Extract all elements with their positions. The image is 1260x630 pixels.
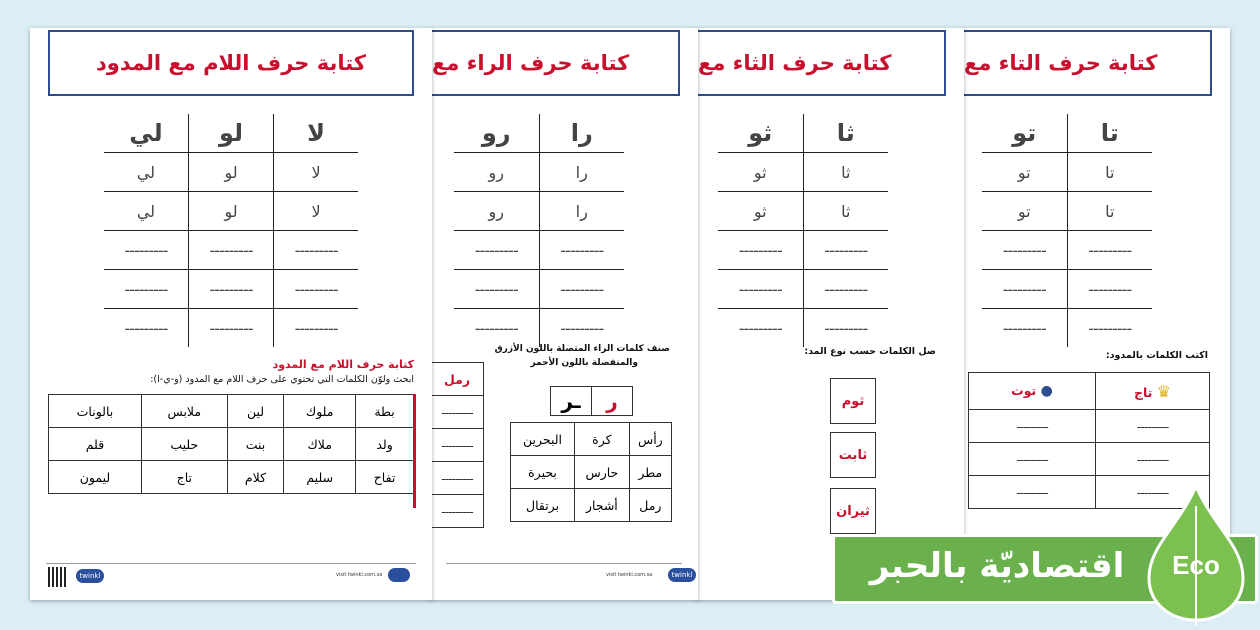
berry-icon: ● (1040, 383, 1053, 399)
grid-header: ثو (718, 114, 803, 153)
grid-header: ثا (803, 114, 888, 153)
word-cell: كلام (227, 461, 284, 494)
site-url: visit twinkl.com.sa (336, 572, 383, 578)
task-instruction: اكتب الكلمات بالمدود: (1105, 350, 1208, 361)
writing-grid (454, 114, 624, 347)
dash-cell: --------- (824, 318, 868, 338)
sort-words-table (510, 422, 672, 522)
trace-cell: تا (1067, 153, 1152, 192)
word-cell: بالونات (49, 395, 142, 428)
dash-cell: --------- (969, 443, 1096, 476)
word-cell: بنت (227, 428, 284, 461)
dash-cell: --------- (718, 270, 803, 309)
dash-cell: --------- (803, 270, 888, 309)
dash-cell: --------- (969, 410, 1096, 443)
dash-cell: --------- (188, 270, 273, 309)
word-cell: برتقال (511, 489, 575, 522)
dash-cell: --------- (431, 396, 484, 429)
writing-grid (982, 114, 1152, 347)
worksheet-title: كتابة حرف التاء مع (962, 30, 1212, 96)
dash-cell: --------- (431, 462, 484, 495)
dash-cell: --------- (454, 270, 539, 309)
worksheet-laam (30, 28, 432, 600)
dash-cell: --------- (718, 231, 803, 270)
trace-cell: ثا (803, 153, 888, 192)
dash-cell: --------- (803, 231, 888, 270)
eco-leaf-icon (1143, 486, 1249, 626)
page-footer (446, 563, 693, 586)
trace-cell: ثا (803, 192, 888, 231)
word-cell: تاج (141, 461, 227, 494)
task-instruction: ابحث ولوّن الكلمات التي تحتوي على حرف اللام مع المدود (و-ي-ا): (150, 374, 414, 385)
trace-cell: لا (274, 153, 358, 192)
dash-cell: --------- (718, 309, 803, 348)
dash-cell: --------- (188, 309, 273, 348)
grid-header: را (539, 114, 624, 153)
dash-cell: --------- (188, 231, 273, 270)
word-cell: سليم (284, 461, 356, 494)
trace-cell: ثو (718, 192, 803, 231)
eco-label: Eco (1172, 550, 1220, 580)
dash-cell: --------- (274, 231, 358, 270)
dash-cell: --------- (1067, 270, 1152, 309)
word-cell: بحيرة (511, 456, 575, 489)
word-cell: رمل (629, 489, 671, 522)
word-cell: البحرين (511, 423, 575, 456)
grid-header: لو (188, 114, 273, 153)
grid-header: لي (104, 114, 188, 153)
crown-icon: ♛ (1156, 381, 1172, 401)
twinkl-logo: twinkl (668, 568, 696, 582)
trace-cell: لا (274, 192, 358, 231)
dash-cell: --------- (431, 429, 484, 462)
task-instruction: صنف كلمات الراء المتصلة باللون الأزرق (494, 344, 670, 354)
picture-word: تاج (1133, 384, 1153, 400)
twinkl-logo: twinkl (76, 569, 104, 583)
dash-cell: --------- (539, 270, 624, 309)
dash-cell: --------- (1088, 318, 1132, 338)
dash-cell: --------- (1096, 410, 1210, 443)
worksheet-title: كتابة حرف اللام مع المدود (48, 30, 414, 96)
dash-cell: --------- (1096, 476, 1210, 509)
worksheet-thaa (696, 28, 964, 600)
trace-cell: تو (982, 192, 1067, 231)
grid-header: لا (274, 114, 358, 153)
site-url: visit twinkl.com.sa (606, 572, 653, 578)
grid-header: رو (454, 114, 539, 153)
worksheet-title: كتابة حرف الثاء مع (696, 30, 946, 96)
word-cell: ولد (356, 428, 414, 461)
dash-cell: --------- (431, 495, 484, 528)
dash-cell: --------- (294, 318, 338, 338)
letter-forms (550, 386, 633, 416)
writing-grid (104, 114, 358, 347)
trace-cell: لو (188, 153, 273, 192)
word-cell: ملوك (284, 395, 356, 428)
trace-cell: را (539, 192, 624, 231)
dash-cell: --------- (274, 270, 358, 309)
letter-form: ـر (551, 387, 592, 416)
grid-header: تو (982, 114, 1067, 153)
task-instruction: والمنفصلة باللون الأحمر (530, 358, 638, 368)
match-box: ثابت (830, 432, 876, 478)
side-header: رمل (431, 363, 484, 396)
word-cell: حارس (575, 456, 630, 489)
word-cell: أشجار (575, 489, 630, 522)
qr-code-icon (48, 567, 68, 587)
dash-cell: --------- (982, 309, 1067, 348)
writing-grid (718, 114, 888, 347)
trace-cell: لي (104, 192, 188, 231)
grid-header: تا (1067, 114, 1152, 153)
match-box: ثيران (830, 488, 876, 534)
dash-cell: --------- (969, 476, 1096, 509)
word-cell: ملابس (141, 395, 227, 428)
task-title: كتابة حرف اللام مع المدود (272, 358, 414, 371)
dash-cell: --------- (104, 309, 188, 348)
accent-bar (413, 394, 416, 508)
dash-cell: --------- (104, 270, 188, 309)
trace-cell: رو (454, 153, 539, 192)
dash-cell: --------- (454, 309, 539, 348)
dash-cell: --------- (1096, 443, 1210, 476)
trace-cell: رو (454, 192, 539, 231)
word-cell: مطر (629, 456, 671, 489)
word-cell: تفاح (356, 461, 414, 494)
word-cell: رأس (629, 423, 671, 456)
trace-cell: ثو (718, 153, 803, 192)
dash-cell: --------- (1067, 231, 1152, 270)
side-table (430, 362, 484, 528)
page-footer (46, 563, 416, 586)
trace-cell: را (539, 153, 624, 192)
twinkl-badge-icon (388, 568, 410, 582)
dash-cell: --------- (104, 231, 188, 270)
dash-cell: --------- (982, 270, 1067, 309)
word-cell: ملاك (284, 428, 356, 461)
dash-cell: --------- (982, 231, 1067, 270)
eco-banner-text: اقتصاديّة بالحبر (869, 546, 1125, 586)
match-box: ثوم (830, 378, 876, 424)
trace-cell: لي (104, 153, 188, 192)
word-cell: كرة (575, 423, 630, 456)
picture-word: توت (1011, 383, 1037, 398)
trace-cell: تو (982, 153, 1067, 192)
dash-cell: --------- (560, 318, 604, 338)
task-instruction: صل الكلمات حسب نوع المد: (804, 346, 936, 357)
word-cell: قلم (49, 428, 142, 461)
trace-cell: تا (1067, 192, 1152, 231)
word-cell: حليب (141, 428, 227, 461)
worksheet-raa (430, 28, 698, 600)
dash-cell: --------- (539, 231, 624, 270)
word-cell: ليمون (49, 461, 142, 494)
word-cell: لين (227, 395, 284, 428)
word-cell: بطة (356, 395, 414, 428)
trace-cell: لو (188, 192, 273, 231)
dash-cell: --------- (454, 231, 539, 270)
search-words-table (48, 394, 414, 494)
letter-form: ر (592, 387, 633, 416)
worksheet-title: كتابة حرف الراء مع (430, 30, 680, 96)
